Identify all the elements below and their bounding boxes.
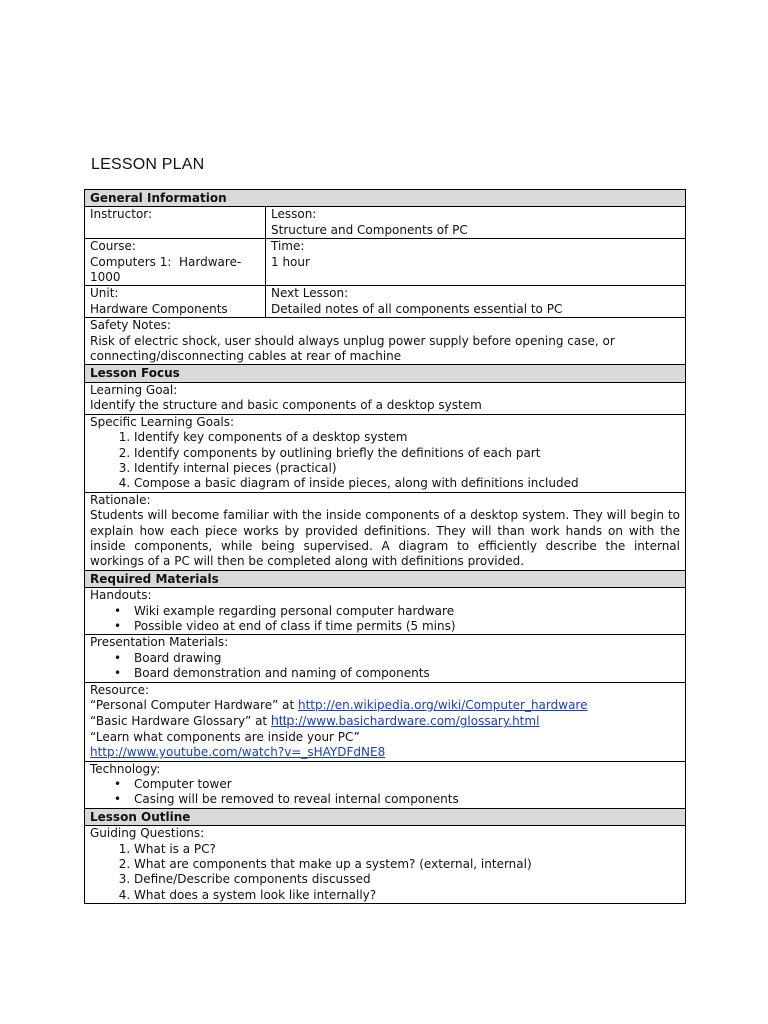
handouts-label: Handouts: [90,588,152,603]
page-title: LESSON PLAN [91,156,205,173]
list-item: 2. Identify components by outlining briefly the definitions of each part [134,446,680,461]
resource-line-2 [90,713,680,729]
row-course-time [85,239,686,286]
rationale-label: Rationale: [90,492,151,507]
basichardware-link[interactable] [271,714,539,728]
section-header: Required Materials [85,570,686,587]
safety-label: Safety Notes: [90,318,171,333]
row-safety [85,318,686,365]
unit-cell [85,286,266,318]
course-label: Course: [90,239,136,254]
unit-value: Hardware Components [90,301,228,316]
list-item: 1. Identify key components of a desktop system [134,430,680,445]
safety-cell [85,318,686,365]
list-item: 2. What are components that make up a system? (external, internal) [134,857,680,872]
basichardware-link-rest: ://www.basichardware.com/glossary.html [294,714,540,729]
list-item: • Board drawing [134,651,680,666]
resource-2-text: “Basic Hardware Glossary” at [90,714,271,729]
specific-goals-cell [85,414,686,492]
section-header: General Information [85,190,686,207]
guiding-questions-list [90,842,680,904]
next-lesson-cell [266,286,686,318]
list-item: • Board demonstration and naming of components [134,666,680,681]
section-focus-header [85,365,686,382]
course-value-line2: 1000 [90,270,121,285]
lesson-cell [266,207,686,239]
presentation-cell [85,635,686,682]
guiding-questions-label: Guiding Questions: [90,826,205,841]
time-label: Time: [271,239,305,254]
lesson-value: Structure and Components of PC [271,222,468,237]
technology-list [90,777,680,808]
course-value-line1: Computers 1: Hardware- [90,254,242,269]
next-lesson-label: Next Lesson: [271,286,349,301]
presentation-label: Presentation Materials: [90,635,229,650]
row-presentation [85,635,686,682]
row-handouts [85,588,686,635]
lesson-plan-table [84,189,686,904]
handouts-cell [85,588,686,635]
technology-cell [85,761,686,808]
list-item: • Wiki example regarding personal computer hardware [134,604,680,619]
presentation-list [90,651,680,682]
row-specific-goals [85,414,686,492]
section-header: Lesson Outline [85,808,686,825]
row-rationale [85,492,686,570]
unit-label: Unit: [90,286,119,301]
list-item: • Possible video at end of class if time permits (5 mins) [134,619,680,634]
rationale-text: Students will become familiar with the inside components of a desktop system. They will begin to explain how each piece works by provided definitions. They will than work hands on with the inside components, while being supervised. A diagram to efficiently describe the internal workings of a PC will then be completed along with definitions provided. [90,508,680,569]
course-cell [85,239,266,286]
learning-goal-cell [85,382,686,414]
resource-3-text: “Learn what components are inside your PC” [90,729,360,744]
row-resource [85,682,686,761]
handouts-list [90,604,680,635]
row-learning-goal [85,382,686,414]
row-guiding-questions [85,826,686,904]
section-materials-header [85,570,686,587]
resource-line-4 [90,745,680,760]
section-general-header [85,190,686,207]
list-item: • Computer tower [134,777,680,792]
list-item: 3. Define/Describe components discussed [134,872,680,887]
section-outline-header [85,808,686,825]
basichardware-link-scheme: http [270,712,295,729]
list-item: 3. Identify internal pieces (practical) [134,461,680,476]
next-lesson-value: Detailed notes of all components essential to PC [271,301,563,316]
guiding-questions-cell [85,826,686,904]
section-header: Lesson Focus [85,365,686,382]
row-unit-next [85,286,686,318]
specific-goals-list [90,430,680,492]
resource-1-text: “Personal Computer Hardware” at [90,698,298,712]
rationale-cell [85,492,686,570]
instructor-cell [85,207,266,239]
technology-label: Technology: [90,761,161,776]
resource-label: Resource: [90,682,150,697]
list-item: 4. Compose a basic diagram of inside pieces, along with definitions included [134,476,680,491]
list-item: 1. What is a PC? [134,842,680,857]
row-technology [85,761,686,808]
time-cell [266,239,686,286]
time-value: 1 hour [271,254,310,269]
resource-line-1 [90,698,680,713]
learning-goal-text: Identify the structure and basic components of a desktop system [90,398,482,413]
youtube-link[interactable]: http://www.youtube.com/watch?v=_sHAYDFdNE8 [90,745,386,760]
instructor-label: Instructor: [90,207,153,222]
row-instructor-lesson [85,207,686,239]
list-item: • Casing will be removed to reveal internal components [134,792,680,807]
learning-goal-label: Learning Goal: [90,382,178,397]
list-item: 4. What does a system look like internally? [134,888,680,903]
resource-cell [85,682,686,761]
lesson-label: Lesson: [271,207,317,222]
safety-text: Risk of electric shock, user should always unplug power supply before opening case, or connecting/disconnecting cables at rear of machine [90,333,615,364]
wikipedia-link[interactable]: http://en.wikipedia.org/wiki/Computer_hardware [297,698,588,712]
specific-goals-label: Specific Learning Goals: [90,414,235,429]
